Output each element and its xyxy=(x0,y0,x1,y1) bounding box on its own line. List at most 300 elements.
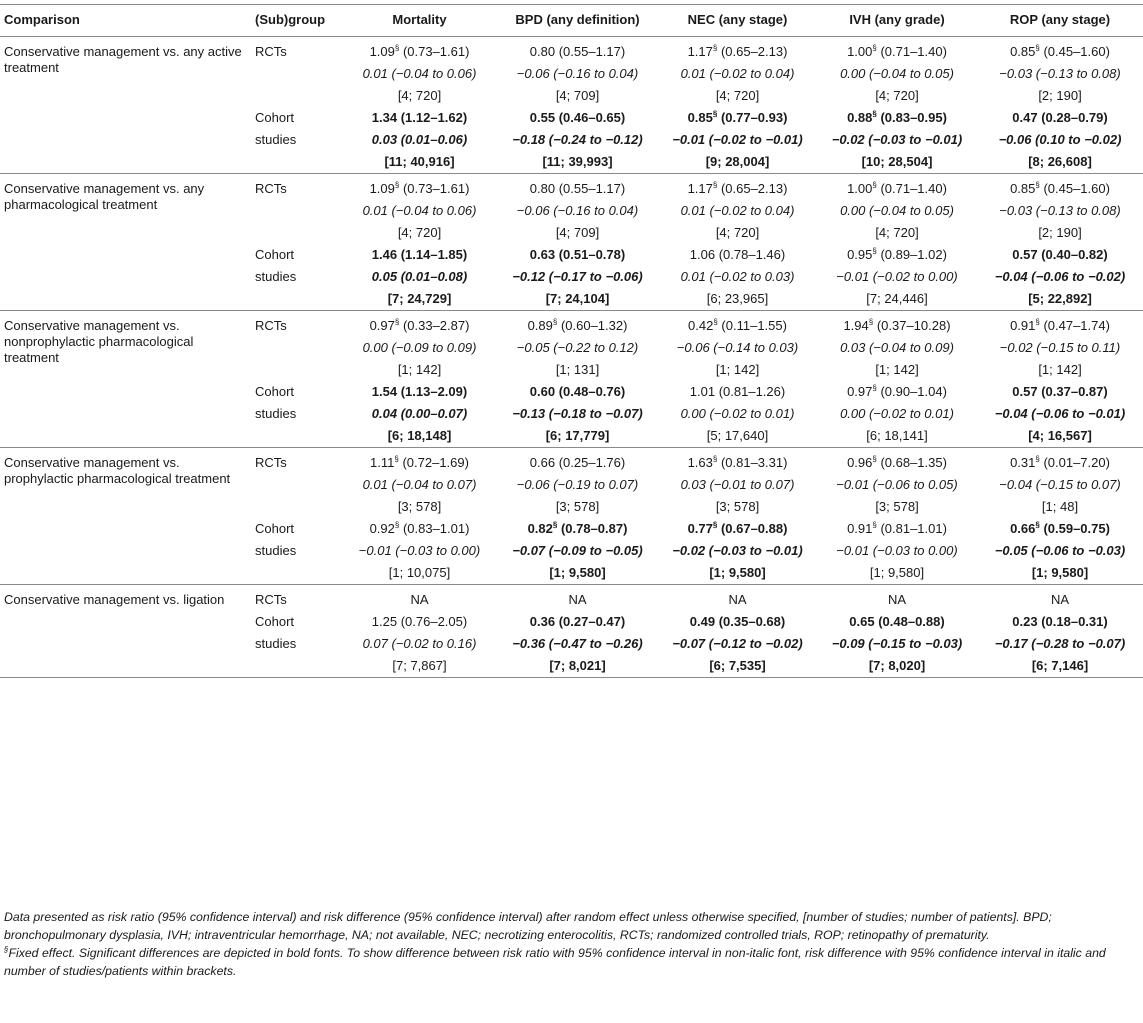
cell-value: 0.66 (0.25–1.76) xyxy=(529,455,626,470)
cell-value: 0.95§ (0.89–1.02) xyxy=(847,246,947,262)
cell-value: −0.04 (−0.06 to −0.02) xyxy=(994,269,1126,284)
nec-cell xyxy=(658,633,817,655)
mortality-cell xyxy=(342,403,497,425)
nec-cell xyxy=(658,85,817,107)
header-rop: ROP (any stage) xyxy=(1009,12,1111,27)
mortality-cell xyxy=(342,200,497,222)
cell-value: 0.42§ (0.11–1.55) xyxy=(688,317,787,333)
cell-value: [3; 578] xyxy=(715,499,760,514)
subgroup-cell xyxy=(251,655,342,677)
rop-cell xyxy=(977,540,1143,562)
bpd-cell xyxy=(497,337,658,359)
table-row xyxy=(0,311,1143,338)
subgroup-cell xyxy=(251,222,342,244)
ivh-cell xyxy=(817,381,977,403)
ivh-cell xyxy=(817,222,977,244)
rop-cell xyxy=(977,474,1143,496)
nec-cell xyxy=(658,425,817,448)
footnote-abbreviations: Data presented as risk ratio (95% confidence interval) and risk difference (95% confidence interval) after random effect unless otherwise specified, [number of studies; number of patients]. BPD; bronchopulmonary dysplasia, IVH; intraventricular hemorrhage, NA; not available, NEC; necrotizing enterocolitis, RCTs; randomized controlled trials, ROP; retinopathy of prematurity. xyxy=(4,910,1052,942)
cell-value: 0.23 (0.18–0.31) xyxy=(1012,614,1108,629)
rop-cell xyxy=(977,222,1143,244)
cell-value: [3; 578] xyxy=(397,499,442,514)
header-ivh: IVH (any grade) xyxy=(849,12,945,27)
ivh-cell xyxy=(817,85,977,107)
mortality-cell xyxy=(342,63,497,85)
cell-value: [5; 22,892] xyxy=(1028,291,1092,306)
cell-value: −0.01 (−0.03 to 0.00) xyxy=(358,543,481,558)
cell-value: 1.09§ (0.73–1.61) xyxy=(369,43,470,59)
rop-cell xyxy=(977,174,1143,201)
cell-value: −0.02 (−0.03 to −0.01) xyxy=(672,543,803,558)
ivh-cell xyxy=(817,655,977,677)
cell-value: −0.03 (−0.13 to 0.08) xyxy=(999,203,1121,218)
cell-value: [6; 18,148] xyxy=(387,428,452,443)
header-comparison: Comparison xyxy=(4,12,80,27)
nec-cell xyxy=(658,381,817,403)
cell-value: 0.85§ (0.45–1.60) xyxy=(1010,180,1110,196)
cell-value: [4; 720] xyxy=(715,88,760,103)
cell-value: 0.01 (−0.02 to 0.04) xyxy=(680,203,795,218)
cell-value: −0.07 (−0.09 to −0.05) xyxy=(512,543,643,558)
cell-value: 0.80 (0.55–1.17) xyxy=(529,181,626,196)
cell-value: 0.63 (0.51–0.78) xyxy=(529,247,626,262)
cell-value: 0.01 (−0.04 to 0.06) xyxy=(362,203,477,218)
cell-value: [1; 48] xyxy=(1041,499,1079,514)
cell-value: [1; 9,580] xyxy=(1031,565,1089,580)
cell-value: [1; 131] xyxy=(555,362,600,377)
ivh-cell xyxy=(817,540,977,562)
cell-value: 0.85§ (0.45–1.60) xyxy=(1010,43,1110,59)
cell-value: [7; 8,020] xyxy=(868,658,926,673)
cell-value: [4; 720] xyxy=(397,88,442,103)
ivh-cell xyxy=(817,266,977,288)
cell-value: 1.09§ (0.73–1.61) xyxy=(369,180,470,196)
mortality-cell xyxy=(342,37,497,64)
cell-value: 0.66§ (0.59–0.75) xyxy=(1010,520,1110,536)
cell-value: [1; 9,580] xyxy=(709,565,766,580)
cell-value: [6; 7,146] xyxy=(1031,658,1089,673)
cell-value: [2; 190] xyxy=(1038,88,1082,103)
rop-cell xyxy=(977,37,1143,64)
cell-value: 1.11§ (0.72–1.69) xyxy=(370,454,469,470)
nec-cell xyxy=(658,151,817,174)
header-nec: NEC (any stage) xyxy=(687,12,788,27)
ivh-cell xyxy=(817,63,977,85)
cell-value: 0.57 (0.40–0.82) xyxy=(1012,247,1108,262)
rop-cell xyxy=(977,288,1143,311)
cell-value: 0.80 (0.55–1.17) xyxy=(529,44,626,59)
cell-value: −0.03 (−0.13 to 0.08) xyxy=(999,66,1121,81)
cell-value: 1.25 (0.76–2.05) xyxy=(371,614,468,629)
cell-value: 0.91§ (0.81–1.01) xyxy=(847,520,947,536)
subgroup-cell xyxy=(251,562,342,585)
cell-value: −0.06 (0.10 to −0.02) xyxy=(998,132,1122,147)
subgroup-cell xyxy=(251,151,342,174)
cell-value: −0.17 (−0.28 to −0.07) xyxy=(994,636,1126,651)
subgroup-cell xyxy=(251,496,342,518)
ivh-cell xyxy=(817,337,977,359)
cell-value: −0.01 (−0.03 to 0.00) xyxy=(836,543,958,558)
rop-cell xyxy=(977,655,1143,677)
cell-value: 0.03 (−0.04 to 0.09) xyxy=(840,340,954,355)
subgroup-cell: Cohort xyxy=(255,384,295,399)
subgroup-cell: RCTs xyxy=(251,37,342,64)
rop-cell xyxy=(977,562,1143,585)
cell-value: −0.01 (−0.06 to 0.05) xyxy=(836,477,958,492)
rop-cell xyxy=(977,611,1143,633)
bpd-cell xyxy=(497,585,658,612)
mortality-cell xyxy=(342,633,497,655)
cell-value: −0.05 (−0.06 to −0.03) xyxy=(994,543,1126,558)
mortality-cell xyxy=(342,174,497,201)
mortality-cell xyxy=(342,359,497,381)
cell-value: 0.00 (−0.04 to 0.05) xyxy=(840,203,954,218)
cell-value: [11; 40,916] xyxy=(384,154,455,169)
cell-value: [7; 24,446] xyxy=(866,291,928,306)
cell-value: 0.60 (0.48–0.76) xyxy=(529,384,626,399)
mortality-cell xyxy=(342,107,497,129)
bpd-cell xyxy=(497,496,658,518)
ivh-cell xyxy=(817,496,977,518)
subgroup-cell: RCTs xyxy=(251,174,342,201)
subgroup-cell xyxy=(251,200,342,222)
comparison-cell: Conservative management vs. any active treatment xyxy=(0,37,251,174)
cell-value: −0.13 (−0.18 to −0.07) xyxy=(512,406,643,421)
nec-cell xyxy=(658,200,817,222)
subgroup-cell xyxy=(251,63,342,85)
bpd-cell xyxy=(497,63,658,85)
rop-cell xyxy=(977,311,1143,338)
cell-value: 0.57 (0.37–0.87) xyxy=(1012,384,1108,399)
cell-value: 0.91§ (0.47–1.74) xyxy=(1010,317,1110,333)
cell-value: [4; 720] xyxy=(875,88,919,103)
nec-cell xyxy=(658,174,817,201)
cell-value: [5; 17,640] xyxy=(706,428,769,443)
table-bottom-rule xyxy=(0,677,1143,678)
cell-value: 0.55 (0.46–0.65) xyxy=(529,110,626,125)
nec-cell xyxy=(658,474,817,496)
cell-value: [9; 28,004] xyxy=(705,154,770,169)
cell-value: [8; 26,608] xyxy=(1028,154,1092,169)
bpd-cell xyxy=(497,222,658,244)
cell-value: NA xyxy=(1050,592,1070,607)
nec-cell xyxy=(658,448,817,475)
cell-value: [6; 17,779] xyxy=(545,428,610,443)
cell-value: 0.92§ (0.83–1.01) xyxy=(369,520,470,536)
cell-value: 0.89§ (0.60–1.32) xyxy=(527,317,628,333)
nec-cell xyxy=(658,403,817,425)
ivh-cell xyxy=(817,311,977,338)
cell-value: 0.97§ (0.90–1.04) xyxy=(847,383,947,399)
ivh-cell xyxy=(817,37,977,64)
cell-value: 1.34 (1.12–1.62) xyxy=(371,110,468,125)
subgroup-cell: studies xyxy=(255,636,297,651)
subgroup-cell xyxy=(251,337,342,359)
cell-value: −0.36 (−0.47 to −0.26) xyxy=(512,636,643,651)
subgroup-cell: RCTs xyxy=(251,311,342,338)
cell-value: [1; 142] xyxy=(397,362,442,377)
cell-value: −0.01 (−0.02 to −0.01) xyxy=(672,132,803,147)
rop-cell xyxy=(977,403,1143,425)
cell-value: 0.49 (0.35–0.68) xyxy=(689,614,786,629)
cell-value: −0.06 (−0.16 to 0.04) xyxy=(516,203,639,218)
table-footnotes xyxy=(4,908,1138,980)
cell-value: [7; 8,021] xyxy=(549,658,606,673)
rop-cell xyxy=(977,151,1143,174)
bpd-cell xyxy=(497,174,658,201)
cell-value: NA xyxy=(728,592,747,607)
ivh-cell xyxy=(817,288,977,311)
rop-cell xyxy=(977,585,1143,612)
subgroup-cell: RCTs xyxy=(251,448,342,475)
rop-cell xyxy=(977,518,1143,540)
bpd-cell xyxy=(497,448,658,475)
mortality-cell xyxy=(342,311,497,338)
cell-value: 0.05 (0.01–0.08) xyxy=(371,269,468,284)
cell-value: 0.01 (−0.02 to 0.04) xyxy=(680,66,795,81)
ivh-cell xyxy=(817,633,977,655)
cell-value: −0.04 (−0.15 to 0.07) xyxy=(999,477,1121,492)
ivh-cell xyxy=(817,611,977,633)
cell-value: −0.12 (−0.17 to −0.06) xyxy=(512,269,643,284)
cell-value: [11; 39,993] xyxy=(542,154,613,169)
cell-value: 0.96§ (0.68–1.35) xyxy=(847,454,947,470)
ivh-cell xyxy=(817,562,977,585)
mortality-cell xyxy=(342,655,497,677)
rop-cell xyxy=(977,107,1143,129)
cell-value: [1; 9,580] xyxy=(869,565,925,580)
cell-value: [3; 578] xyxy=(555,499,600,514)
cell-value: [1; 142] xyxy=(875,362,919,377)
mortality-cell xyxy=(342,337,497,359)
bpd-cell xyxy=(497,151,658,174)
mortality-cell xyxy=(342,518,497,540)
bpd-cell xyxy=(497,37,658,64)
mortality-cell xyxy=(342,611,497,633)
subgroup-cell: RCTs xyxy=(251,585,342,612)
cell-value: NA xyxy=(887,592,907,607)
nec-cell xyxy=(658,337,817,359)
subgroup-cell: Cohort xyxy=(255,521,295,536)
cell-value: [4; 720] xyxy=(875,225,919,240)
subgroup-cell: studies xyxy=(255,406,297,421)
mortality-cell xyxy=(342,129,497,151)
table-body xyxy=(0,37,1143,678)
bpd-cell xyxy=(497,540,658,562)
nec-cell xyxy=(658,655,817,677)
cell-value: −0.06 (−0.14 to 0.03) xyxy=(676,340,799,355)
rop-cell xyxy=(977,85,1143,107)
cell-value: 1.63§ (0.81–3.31) xyxy=(687,454,788,470)
cell-value: 0.07 (−0.02 to 0.16) xyxy=(362,636,477,651)
cell-value: 0.65 (0.48–0.88) xyxy=(849,614,945,629)
bpd-cell xyxy=(497,474,658,496)
cell-value: 0.31§ (0.01–7.20) xyxy=(1010,454,1110,470)
mortality-cell xyxy=(342,425,497,448)
nec-cell xyxy=(658,37,817,64)
mortality-cell xyxy=(342,85,497,107)
cell-value: [6; 7,535] xyxy=(709,658,766,673)
rop-cell xyxy=(977,337,1143,359)
nec-cell xyxy=(658,222,817,244)
mortality-cell xyxy=(342,266,497,288)
ivh-cell xyxy=(817,403,977,425)
cell-value: 0.03 (−0.01 to 0.07) xyxy=(680,477,795,492)
header-row xyxy=(0,5,1143,37)
nec-cell xyxy=(658,496,817,518)
rop-cell xyxy=(977,448,1143,475)
cell-value: 0.36 (0.27–0.47) xyxy=(529,614,626,629)
nec-cell xyxy=(658,611,817,633)
cell-value: NA xyxy=(410,592,429,607)
nec-cell xyxy=(658,518,817,540)
cell-value: 0.01 (−0.04 to 0.07) xyxy=(362,477,477,492)
nec-cell xyxy=(658,63,817,85)
cell-value: [3; 578] xyxy=(875,499,919,514)
ivh-cell xyxy=(817,585,977,612)
mortality-cell xyxy=(342,585,497,612)
results-table-container xyxy=(0,4,1143,678)
cell-value: [6; 18,141] xyxy=(866,428,928,443)
cell-value: 1.06 (0.78–1.46) xyxy=(689,247,786,262)
bpd-cell xyxy=(497,518,658,540)
cell-value: [1; 142] xyxy=(1038,362,1082,377)
subgroup-cell: studies xyxy=(255,132,297,147)
bpd-cell xyxy=(497,85,658,107)
cell-value: 1.54 (1.13–2.09) xyxy=(371,384,468,399)
cell-value: [1; 10,075] xyxy=(388,565,451,580)
ivh-cell xyxy=(817,107,977,129)
subgroup-cell: studies xyxy=(255,543,297,558)
comparison-cell: Conservative management vs. prophylactic pharmacological treatment xyxy=(0,448,251,585)
cell-value: [7; 7,867] xyxy=(392,658,447,673)
nec-cell xyxy=(658,540,817,562)
mortality-cell xyxy=(342,288,497,311)
subgroup-cell: Cohort xyxy=(255,110,295,125)
cell-value: [10; 28,504] xyxy=(861,154,933,169)
footnote-fixed-effect: §Fixed effect. Significant differences are depicted in bold fonts. To show difference between risk ratio with 95% confidence interval in non-italic font, risk difference with 95% confidence interval in italic and number of studies/patients within brackets. xyxy=(4,944,1106,978)
bpd-cell xyxy=(497,381,658,403)
cell-value: 0.01 (−0.02 to 0.03) xyxy=(680,269,795,284)
bpd-cell xyxy=(497,425,658,448)
cell-value: 1.00§ (0.71–1.40) xyxy=(847,43,947,59)
cell-value: 1.94§ (0.37–10.28) xyxy=(843,317,951,333)
mortality-cell xyxy=(342,151,497,174)
cell-value: 0.00 (−0.02 to 0.01) xyxy=(840,406,954,421)
bpd-cell xyxy=(497,107,658,129)
comparison-cell: Conservative management vs. any pharmacological treatment xyxy=(0,174,251,311)
bpd-cell xyxy=(497,403,658,425)
bpd-cell xyxy=(497,359,658,381)
ivh-cell xyxy=(817,244,977,266)
cell-value: [1; 9,580] xyxy=(549,565,606,580)
nec-cell xyxy=(658,266,817,288)
cell-value: [2; 190] xyxy=(1038,225,1082,240)
subgroup-cell: Cohort xyxy=(255,247,295,262)
mortality-cell xyxy=(342,222,497,244)
nec-cell xyxy=(658,359,817,381)
cell-value: −0.06 (−0.16 to 0.04) xyxy=(516,66,639,81)
cell-value: 0.97§ (0.33–2.87) xyxy=(369,317,470,333)
rop-cell xyxy=(977,244,1143,266)
cell-value: 0.03 (0.01–0.06) xyxy=(371,132,468,147)
cell-value: 0.88§ (0.83–0.95) xyxy=(847,109,947,125)
cell-value: −0.18 (−0.24 to −0.12) xyxy=(512,132,643,147)
cell-value: −0.05 (−0.22 to 0.12) xyxy=(516,340,639,355)
ivh-cell xyxy=(817,359,977,381)
cell-value: 1.01 (0.81–1.26) xyxy=(689,384,786,399)
bpd-cell xyxy=(497,611,658,633)
bpd-cell xyxy=(497,288,658,311)
rop-cell xyxy=(977,425,1143,448)
cell-value: 0.82§ (0.78–0.87) xyxy=(527,520,628,536)
nec-cell xyxy=(658,311,817,338)
cell-value: −0.02 (−0.03 to −0.01) xyxy=(831,132,963,147)
ivh-cell xyxy=(817,174,977,201)
cell-value: [4; 709] xyxy=(555,225,600,240)
cell-value: [4; 709] xyxy=(555,88,600,103)
bpd-cell xyxy=(497,633,658,655)
cell-value: [1; 142] xyxy=(715,362,760,377)
bpd-cell xyxy=(497,655,658,677)
cell-value: 0.04 (0.00–0.07) xyxy=(371,406,468,421)
comparison-cell: Conservative management vs. nonprophylactic pharmacological treatment xyxy=(0,311,251,448)
cell-value: 0.00 (−0.09 to 0.09) xyxy=(362,340,477,355)
ivh-cell xyxy=(817,200,977,222)
subgroup-cell xyxy=(251,85,342,107)
rop-cell xyxy=(977,200,1143,222)
bpd-cell xyxy=(497,200,658,222)
nec-cell xyxy=(658,129,817,151)
mortality-cell xyxy=(342,540,497,562)
ivh-cell xyxy=(817,151,977,174)
bpd-cell xyxy=(497,266,658,288)
ivh-cell xyxy=(817,448,977,475)
subgroup-cell: Cohort xyxy=(255,614,295,629)
mortality-cell xyxy=(342,381,497,403)
nec-cell xyxy=(658,288,817,311)
ivh-cell xyxy=(817,518,977,540)
ivh-cell xyxy=(817,129,977,151)
ivh-cell xyxy=(817,474,977,496)
nec-cell xyxy=(658,107,817,129)
cell-value: 0.77§ (0.67–0.88) xyxy=(687,520,788,536)
cell-value: 1.00§ (0.71–1.40) xyxy=(847,180,947,196)
rop-cell xyxy=(977,63,1143,85)
nec-cell xyxy=(658,244,817,266)
header-bpd: BPD (any definition) xyxy=(515,12,640,27)
cell-value: −0.06 (−0.19 to 0.07) xyxy=(516,477,639,492)
rop-cell xyxy=(977,496,1143,518)
bpd-cell xyxy=(497,244,658,266)
rop-cell xyxy=(977,381,1143,403)
cell-value: [4; 720] xyxy=(397,225,442,240)
cell-value: [4; 16,567] xyxy=(1028,428,1092,443)
cell-value: −0.02 (−0.15 to 0.11) xyxy=(999,340,1121,355)
table-row xyxy=(0,448,1143,475)
cell-value: −0.07 (−0.12 to −0.02) xyxy=(672,636,803,651)
header-mortality: Mortality xyxy=(392,12,447,27)
cell-value: 0.85§ (0.77–0.93) xyxy=(687,109,788,125)
results-table xyxy=(0,4,1143,677)
cell-value: [4; 720] xyxy=(715,225,760,240)
cell-value: [7; 24,729] xyxy=(387,291,452,306)
bpd-cell xyxy=(497,129,658,151)
subgroup-cell xyxy=(251,288,342,311)
cell-value: 0.01 (−0.04 to 0.06) xyxy=(362,66,477,81)
cell-value: [7; 24,104] xyxy=(545,291,610,306)
cell-value: 1.17§ (0.65–2.13) xyxy=(687,43,788,59)
